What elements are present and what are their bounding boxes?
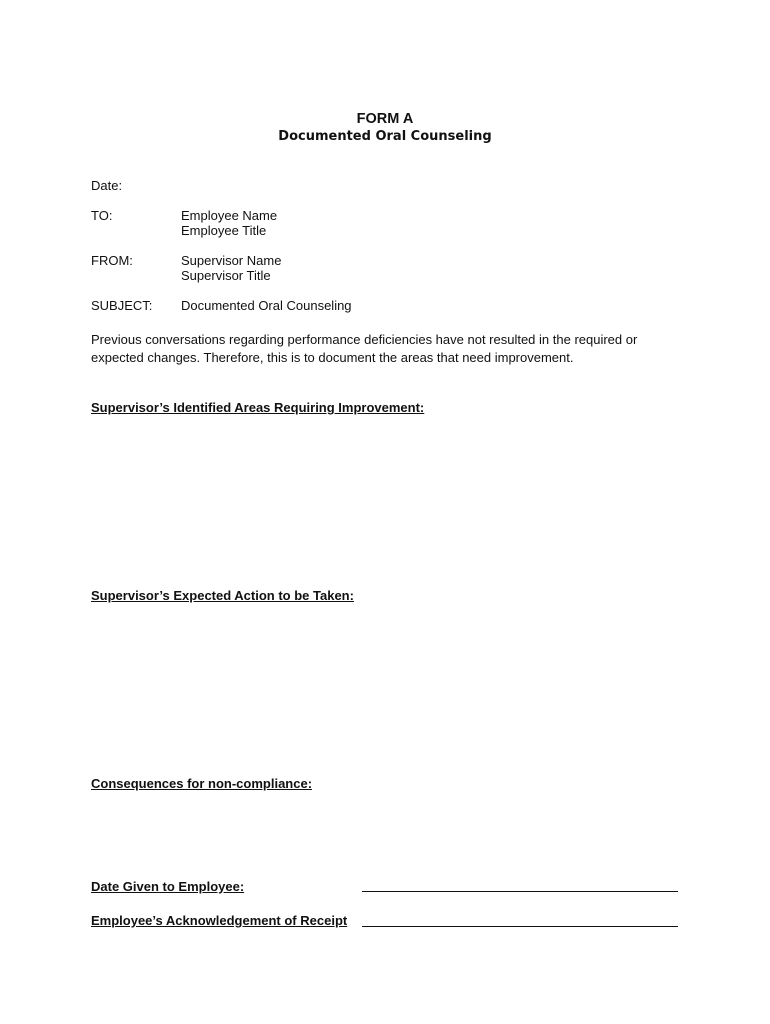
- date-label: Date:: [91, 178, 123, 193]
- section-heading-consequences: Consequences for non-compliance:: [91, 776, 313, 791]
- subject-value: Documented Oral Counseling: [181, 298, 352, 313]
- form-title: FORM A: [356, 111, 414, 127]
- acknowledgement-label: Employee’s Acknowledgement of Receipt: [91, 913, 348, 928]
- form-subtitle: Documented Oral Counseling: [278, 129, 492, 144]
- from-label: FROM:: [91, 253, 133, 268]
- from-supervisor-title: Supervisor Title: [181, 268, 271, 283]
- from-supervisor-name: Supervisor Name: [181, 253, 282, 268]
- to-employee-title: Employee Title: [181, 223, 267, 238]
- section-heading-action: Supervisor’s Expected Action to be Taken:: [91, 588, 354, 603]
- date-given-label: Date Given to Employee:: [91, 879, 245, 894]
- section-heading-areas: Supervisor’s Identified Areas Requiring Improvement:: [91, 400, 425, 415]
- to-employee-name: Employee Name: [181, 208, 278, 223]
- date-given-line[interactable]: [362, 891, 678, 892]
- acknowledgement-signature-line[interactable]: [362, 926, 678, 927]
- intro-paragraph: Previous conversations regarding performance deficiencies have not resulted in the required or expected changes. Therefore, this is to document the areas that need improvement.: [91, 332, 638, 365]
- to-label: TO:: [91, 208, 113, 223]
- subject-label: SUBJECT:: [91, 298, 153, 313]
